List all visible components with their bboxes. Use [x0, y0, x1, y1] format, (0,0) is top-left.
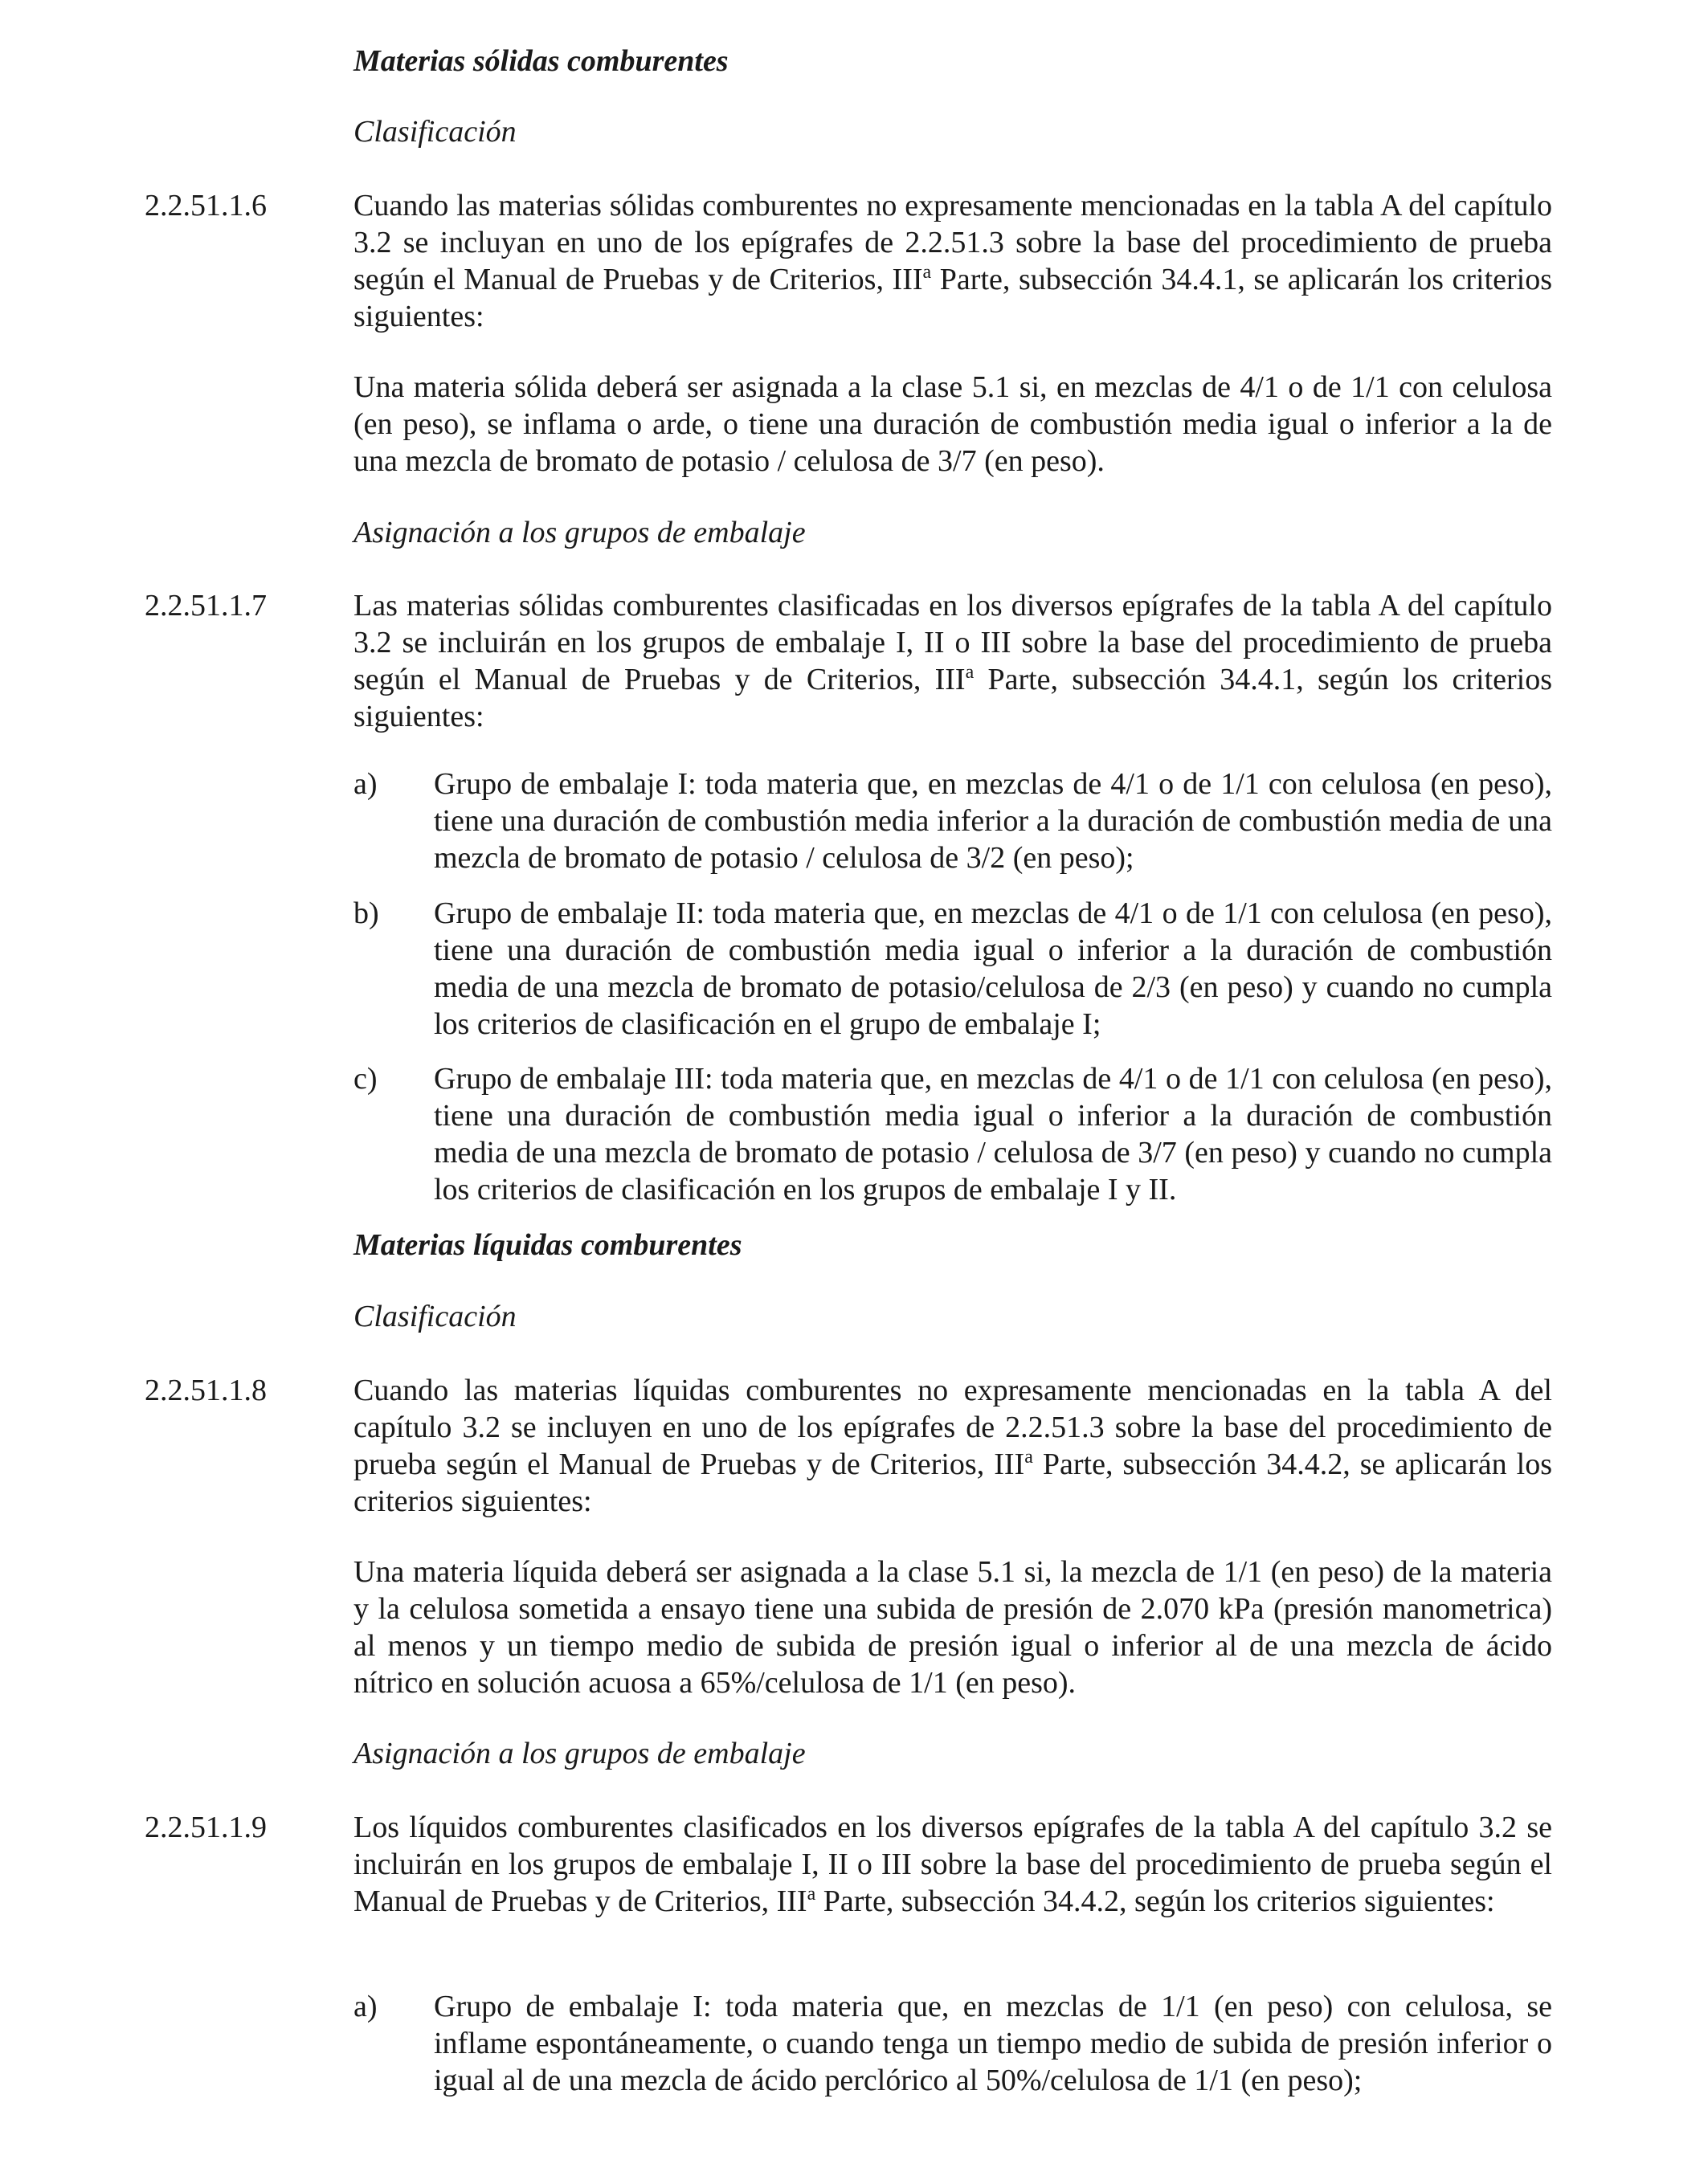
criterion-solid: Una materia sólida deberá ser asignada a la clase 5.1 si, en mezclas de 4/1 o de 1/1 con celulosa (en peso), se inflama o arde, o tiene una duración de combustión media igual o inferior a la de una mezcla de bromato de potasio / celulosa de 3/7 (en peso).	[353, 370, 1552, 478]
list-item-label: a)	[353, 1990, 378, 2023]
paragraph-number-2-2-51-1-6: 2.2.51.1.6	[145, 189, 267, 223]
paragraph-2-2-51-1-7: Las materias sólidas comburentes clasificadas en los diversos epígrafes de la tabla A del capítulo 3.2 se incluirán en los grupos de embalaje I, II o III sobre la base del procedimiento de prueba según el Manual de Pruebas y de Criterios, III$^a$ Parte, subsección 34.4.1, según los criterios siguientes:	[353, 589, 1552, 733]
section-heading-solid: Materias sólidas comburentes	[353, 44, 729, 78]
list-item: Grupo de embalaje I: toda materia que, en mezclas de 4/1 o de 1/1 con celulosa (en peso), tiene una duración de combustión media inferior a la duración de combustión media de una mezcla de bromato de potasio / celulosa de 3/2 (en peso);	[434, 767, 1552, 875]
subheading-solid-classification: Clasificación	[353, 115, 517, 149]
list-item: Grupo de embalaje I: toda materia que, en mezclas de 1/1 (en peso) con celulosa, se inflame espontáneamente, o cuando tenga un tiempo medio de subida de presión inferior o igual al de una mezcla de ácido perclórico al 50%/celulosa de 1/1 (en peso);	[434, 1990, 1552, 2097]
subheading-liquid-assignment: Asignación a los grupos de embalaje	[353, 1737, 806, 1770]
list-item-label: c)	[353, 1062, 378, 1096]
subheading-solid-assignment: Asignación a los grupos de embalaje	[353, 516, 806, 549]
criterion-liquid: Una materia líquida deberá ser asignada a la clase 5.1 si, la mezcla de 1/1 (en peso) de la materia y la celulosa sometida a ensayo tiene una subida de presión de 2.070 kPa (presión manometrica) al menos y un tiempo medio de subida de presión igual o inferior al de una mezcla de ácido nítrico en solución acuosa a 65%/celulosa de 1/1 (en peso).	[353, 1555, 1552, 1700]
list-item: Grupo de embalaje III: toda materia que, en mezclas de 4/1 o de 1/1 con celulosa (en peso), tiene una duración de combustión media igual o inferior a la duración de combustión media de una mezcla de bromato de potasio / celulosa de 3/7 (en peso) y cuando no cumpla los criterios de clasificación en los grupos de embalaje I y II.	[434, 1062, 1552, 1206]
paragraph-number-2-2-51-1-7: 2.2.51.1.7	[145, 589, 267, 623]
paragraph-number-2-2-51-1-9: 2.2.51.1.9	[145, 1811, 267, 1844]
paragraph-number-2-2-51-1-8: 2.2.51.1.8	[145, 1374, 267, 1407]
paragraph-2-2-51-1-9: Los líquidos comburentes clasificados en los diversos epígrafes de la tabla A del capítulo 3.2 se incluirán en los grupos de embalaje I, II o III sobre la base del procedimiento de prueba según el Manual de Pruebas y de Criterios, III$^a$ Parte, subsección 34.4.2, según los criterios siguientes:	[353, 1811, 1552, 1918]
paragraph-2-2-51-1-6: Cuando las materias sólidas comburentes no expresamente mencionadas en la tabla A del capítulo 3.2 se incluyan en uno de los epígrafes de 2.2.51.3 sobre la base del procedimiento de prueba según el Manual de Pruebas y de Criterios, III$^a$ Parte, subsección 34.4.1, se aplicarán los criterios siguientes:	[353, 189, 1552, 333]
section-heading-liquid: Materias líquidas comburentes	[353, 1228, 742, 1262]
list-item: Grupo de embalaje II: toda materia que, en mezclas de 4/1 o de 1/1 con celulosa (en peso), tiene una duración de combustión media igual o inferior a la duración de combustión media de una mezcla de bromato de potasio/celulosa de 2/3 (en peso) y cuando no cumpla los criterios de clasificación en el grupo de embalaje I;	[434, 896, 1552, 1041]
paragraph-2-2-51-1-8: Cuando las materias líquidas comburentes no expresamente mencionadas en la tabla A del capítulo 3.2 se incluyen en uno de los epígrafes de 2.2.51.3 sobre la base del procedimiento de prueba según el Manual de Pruebas y de Criterios, III$^a$ Parte, subsección 34.4.2, se aplicarán los criterios siguientes:	[353, 1374, 1553, 1518]
list-item-label: a)	[353, 767, 378, 801]
list-item-label: b)	[353, 896, 379, 930]
subheading-liquid-classification: Clasificación	[353, 1300, 517, 1333]
